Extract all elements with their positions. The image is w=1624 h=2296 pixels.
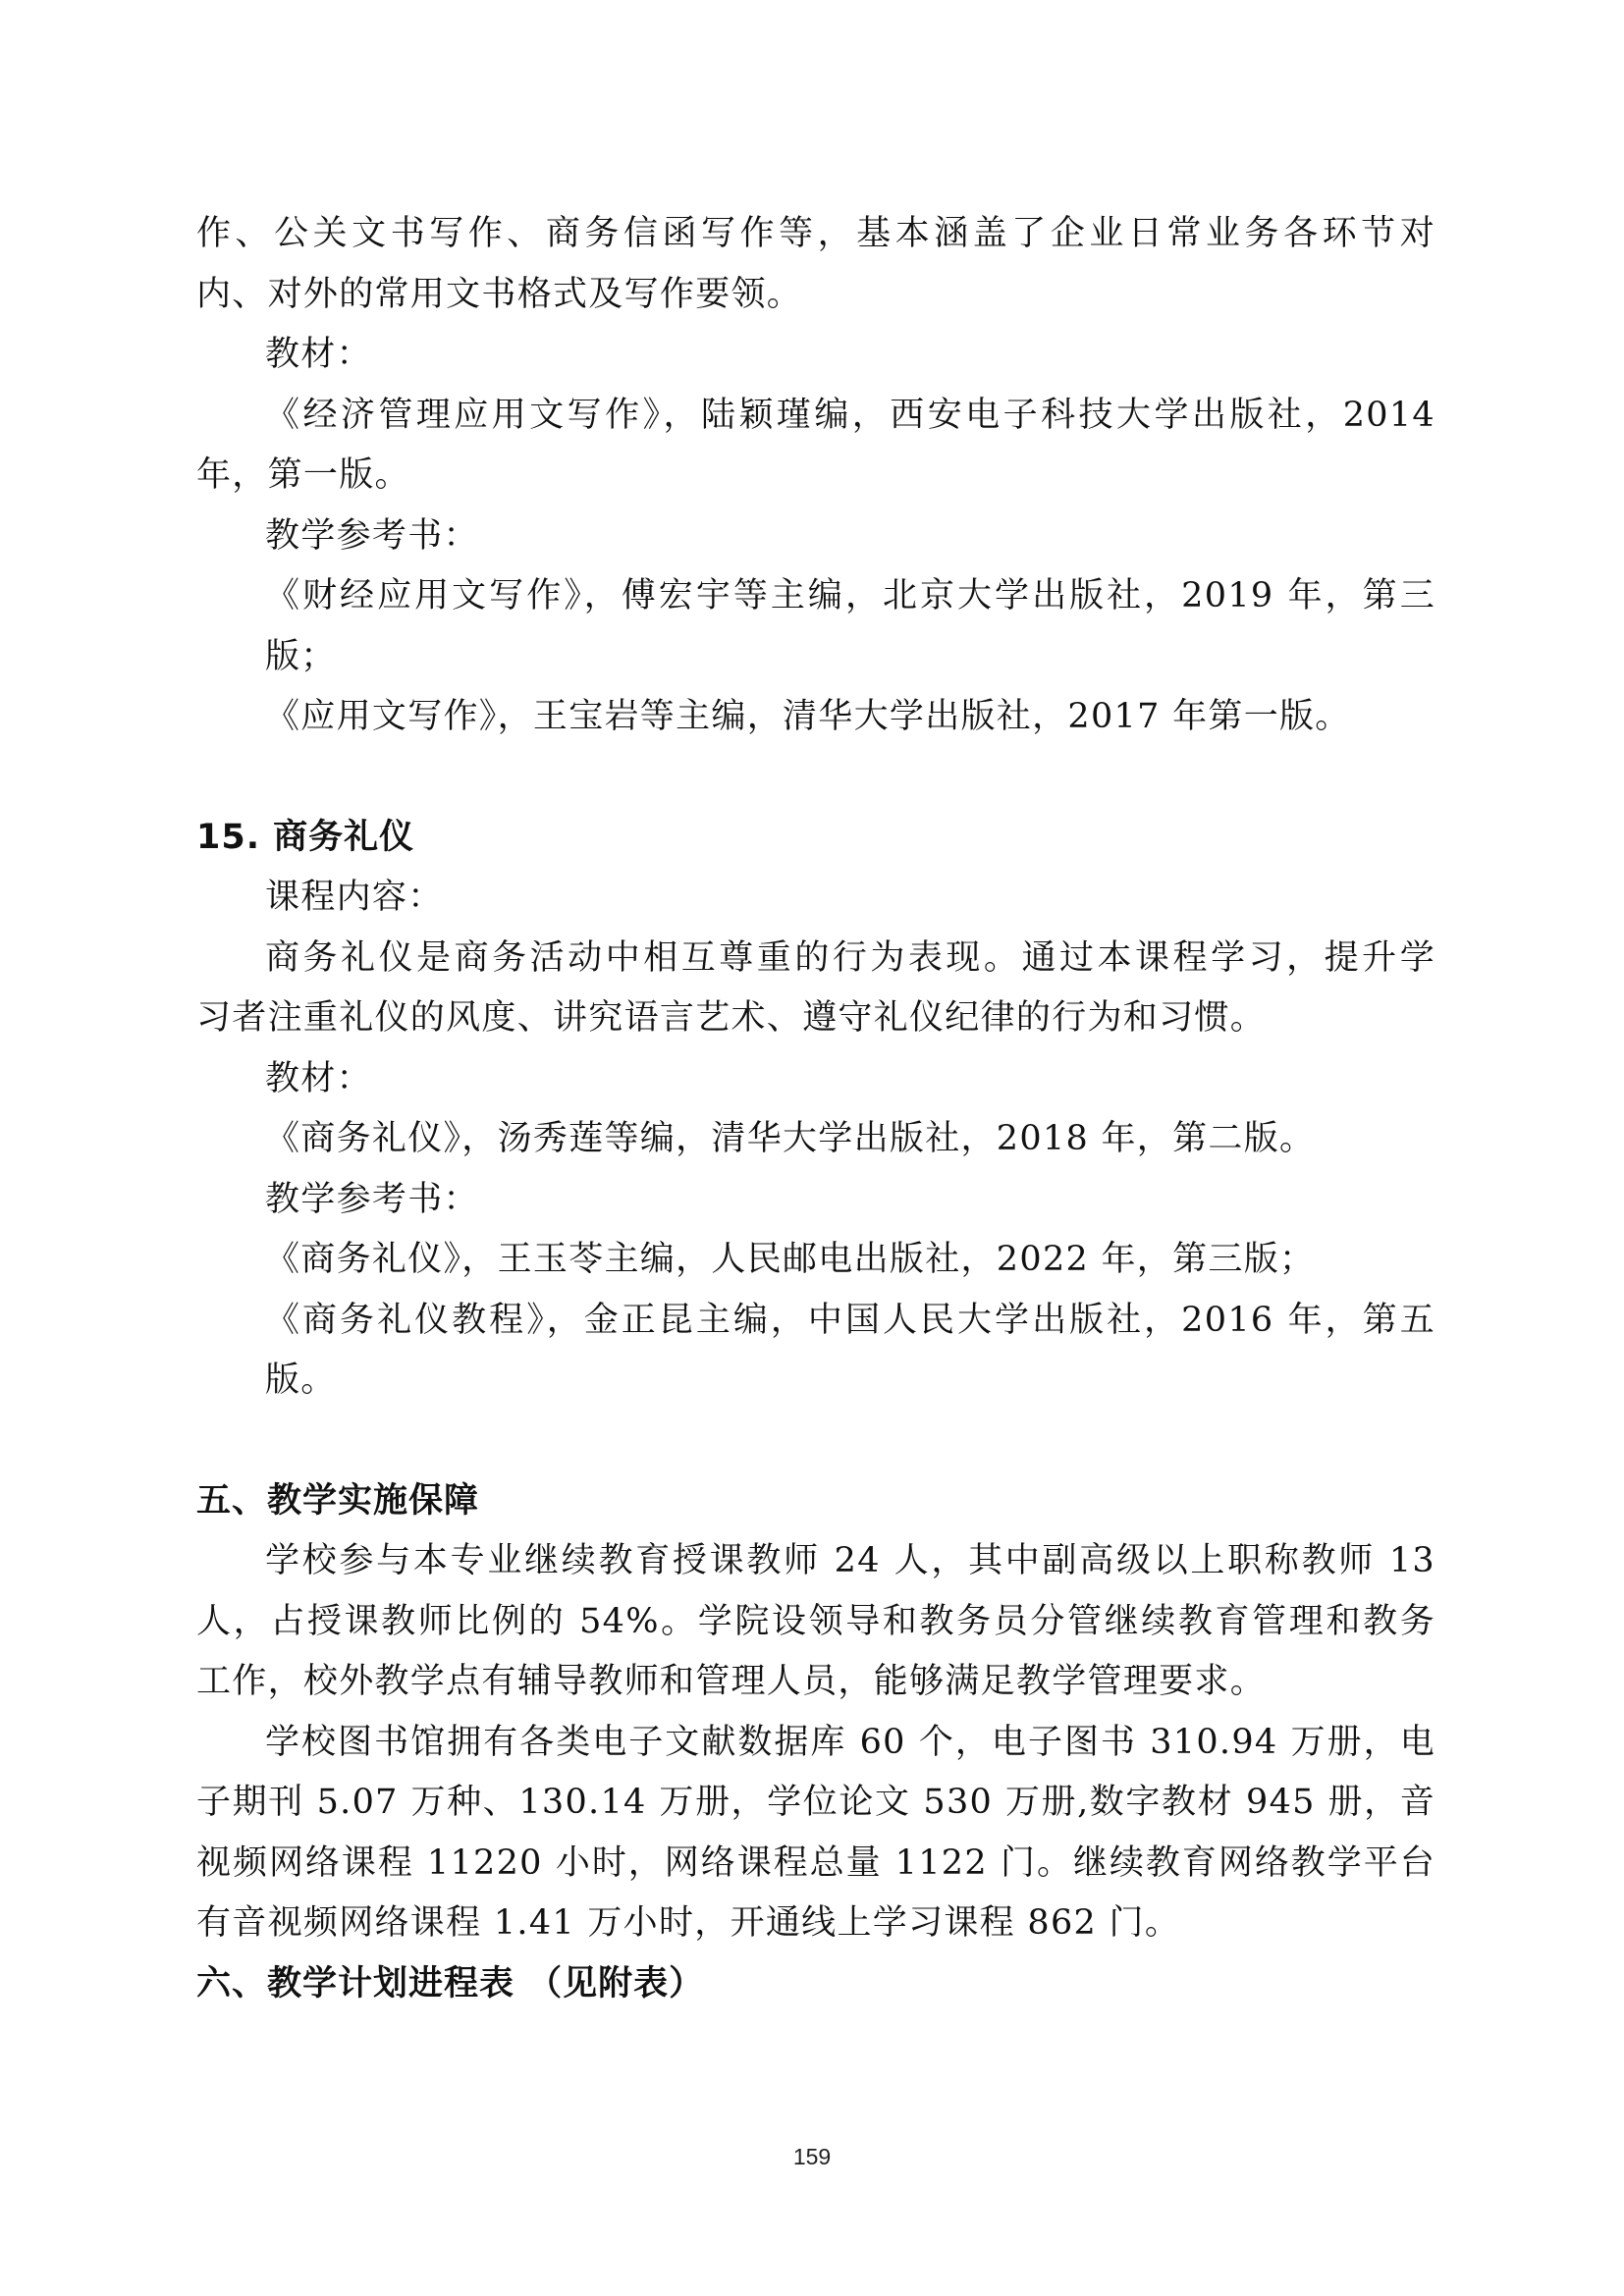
section-spacer (196, 748, 1435, 808)
course-15-reference-1: 《商务礼仪》，王玉苓主编，人民邮电出版社，2022 年，第三版； (265, 1240, 1316, 1279)
section-5-para-1-line-3: 工作，校外教学点有辅导教师和管理人员，能够满足教学管理要求。 (196, 1662, 1267, 1701)
section-5-para-2-line-4: 有音视频网络课程 1.41 万小时，开通线上学习课程 862 门。 (196, 1903, 1181, 1943)
course-15-content-line-1: 商务礼仪是商务活动中相互尊重的行为表现。通过本课程学习，提升学 (265, 937, 1435, 978)
course-15-heading: 15. 商务礼仪 (196, 817, 415, 857)
reference-item-2: 《应用文写作》，王宝岩等主编，清华大学出版社，2017 年第一版。 (265, 697, 1351, 736)
section-5-para-2-line-3: 视频网络课程 11220 小时，网络课程总量 1122 门。继续教育网络教学平台 (196, 1842, 1435, 1883)
section-5-para-1-line-1: 学校参与本专业继续教育授课教师 24 人，其中副高级以上职称教师 13 (265, 1541, 1435, 1580)
section-5-heading: 五、教学实施保障 (196, 1480, 480, 1521)
section-5-para-2-line-2: 子期刊 5.07 万种、130.14 万册，学位论文 530 万册,数字教材 945 册，音 (196, 1783, 1435, 1822)
course-15-content-label: 课程内容： (265, 878, 444, 917)
course-15-content-line-2: 习者注重礼仪的风度、讲究语言艺术、遵守礼仪纪律的行为和习惯。 (196, 998, 1267, 1038)
course-15-textbook-label: 教材： (265, 1058, 372, 1098)
section-5-para-1-line-2: 人，占授课教师比例的 54%。学院设领导和教务员分管继续教育管理和教务 (196, 1601, 1435, 1641)
section-5-para-2-line-1: 学校图书馆拥有各类电子文献数据库 60 个，电子图书 310.94 万册，电 (265, 1722, 1435, 1762)
course-15-reference-label: 教学参考书： (265, 1179, 479, 1219)
continuation-line-1: 作、公关文书写作、商务信函写作等，基本涵盖了企业日常业务各环节对 (196, 214, 1435, 253)
continuation-line-2: 内、对外的常用文书格式及写作要领。 (196, 274, 803, 314)
course-15-reference-2: 《商务礼仪教程》，金正昆主编，中国人民大学出版社，2016 年，第五版。 (265, 1300, 1435, 1400)
textbook-label: 教材： (265, 335, 372, 374)
course-15-textbook: 《商务礼仪》，汤秀莲等编，清华大学出版社，2018 年，第二版。 (265, 1119, 1316, 1158)
textbook-line-2: 年，第一版。 (196, 455, 410, 495)
reference-item-1: 《财经应用文写作》，傅宏宇等主编，北京大学出版社，2019 年，第三版； (265, 576, 1435, 676)
reference-label: 教学参考书： (265, 515, 479, 556)
page-number: 159 (792, 2144, 832, 2169)
textbook-line-1: 《经济管理应用文写作》，陆颖瑾编，西安电子科技大学出版社，2014 (265, 395, 1435, 435)
page-content (196, 204, 1435, 2014)
section-6-heading: 六、教学计划进程表 （见附表） (196, 1963, 705, 2003)
section-spacer (196, 1412, 1435, 1471)
